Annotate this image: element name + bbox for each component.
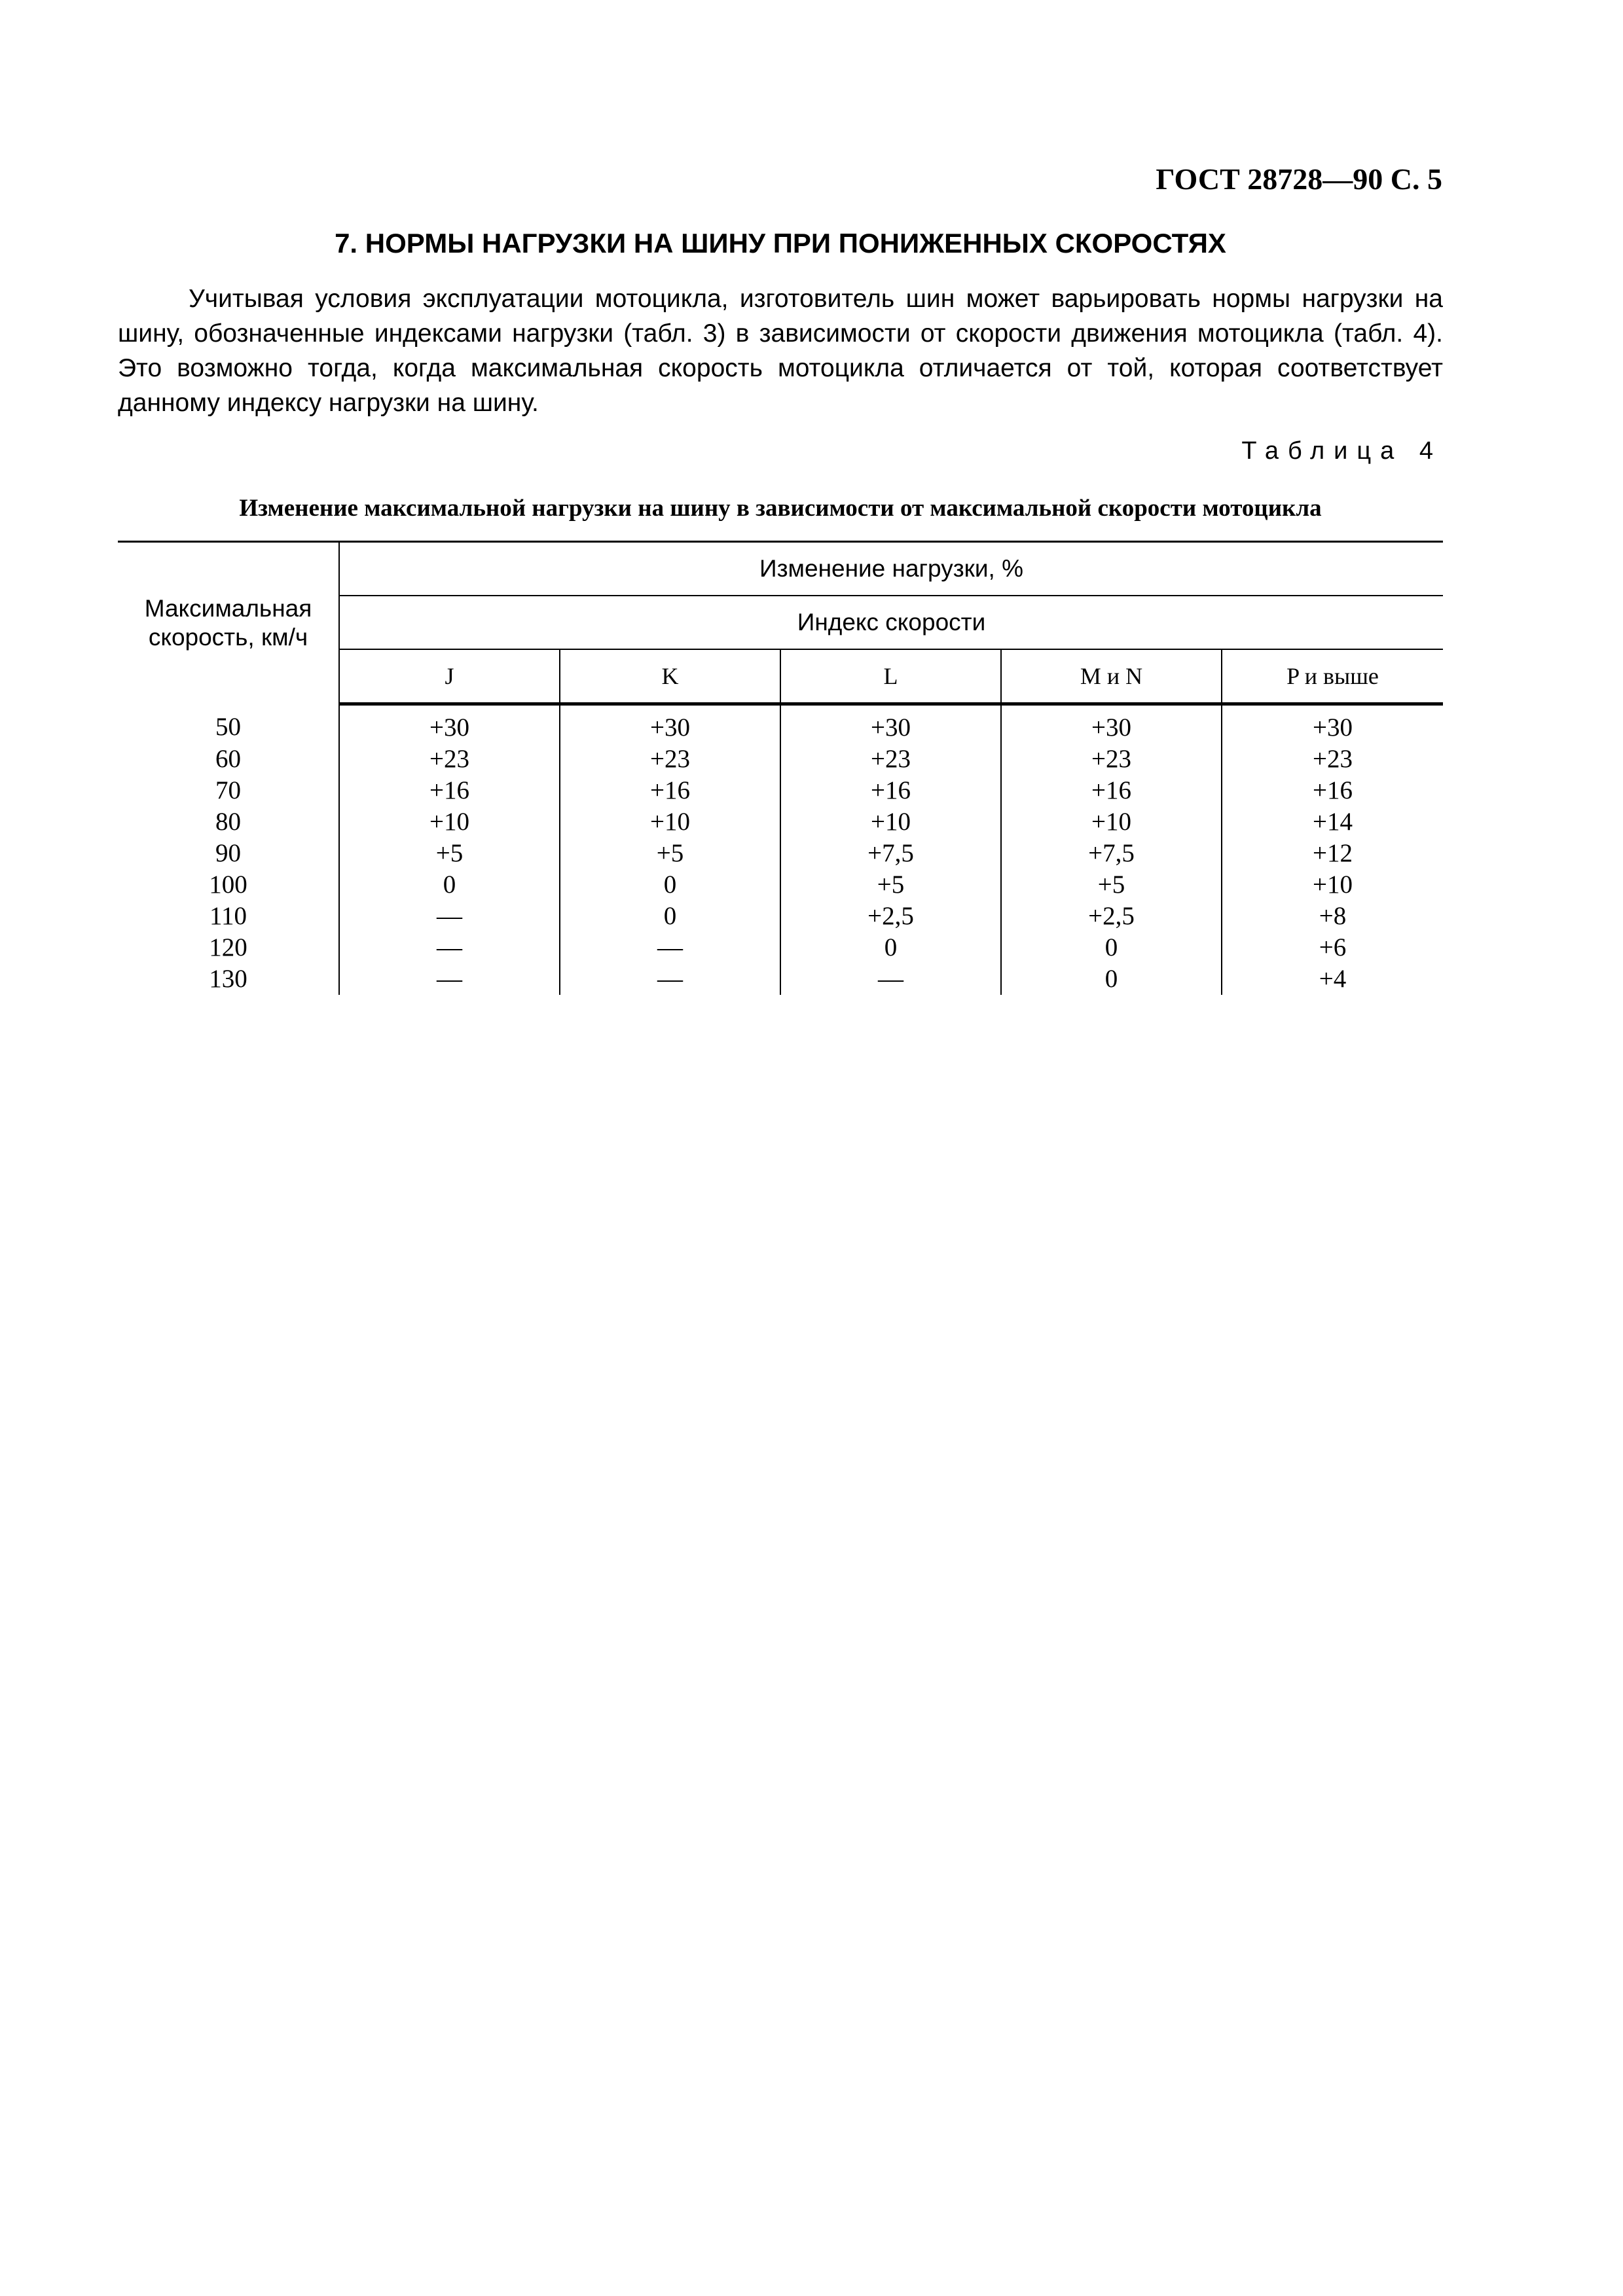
load-change-cell: +23 [560,744,780,775]
load-change-cell: +6 [1222,932,1443,963]
column-header: L [780,649,1001,704]
load-change-cell: +10 [1222,869,1443,901]
load-change-cell: +10 [560,806,780,838]
load-change-cell: +2,5 [780,901,1001,932]
page-header: ГОСТ 28728—90 С. 5 [1156,162,1442,196]
speed-cell: 80 [215,808,241,836]
load-change-cell: 0 [560,901,780,932]
load-change-cell: +10 [1001,806,1222,838]
speed-cell: 120 [209,933,247,961]
table-body [118,704,1443,996]
speed-index-header: Индекс скорости [339,596,1443,649]
speed-cell: 90 [215,839,241,867]
load-change-cell: +7,5 [780,838,1001,869]
body-paragraph: Учитывая условия эксплуатации мотоцикла, изготовитель шин может варьировать нормы нагрузки на шину, обозначенные индексами нагрузки (табл. 3) в зависимости от скорости движения мотоцикла (табл. 4). Это возможно тогда, когда максимальная скорость мотоцикла отличается от той, которая соответствует данному индексу нагрузки на шину. [118,285,1443,417]
load-change-cell: — [339,963,560,995]
load-change-cell: +4 [1222,963,1443,995]
load-change-cell: +7,5 [1001,838,1222,869]
load-change-cell: +16 [1222,775,1443,806]
table-row [118,704,1443,744]
load-change-cell: +16 [780,775,1001,806]
load-change-cell: +5 [339,838,560,869]
load-change-cell: — [339,901,560,932]
load-change-cell: +14 [1222,806,1443,838]
load-change-cell: +5 [780,869,1001,901]
load-change-cell: +30 [560,704,780,744]
speed-cell: 110 [209,902,247,930]
load-change-cell: +5 [1001,869,1222,901]
table-row [118,744,1443,775]
load-change-cell: +23 [780,744,1001,775]
column-header: K [560,649,780,704]
load-change-cell: — [560,963,780,995]
table-number: Таблица 4 [1241,437,1442,465]
table-row [118,869,1443,901]
load-change-cell: +30 [1222,704,1443,744]
load-change-cell: +2,5 [1001,901,1222,932]
load-change-cell: +23 [1001,744,1222,775]
load-change-cell: — [780,963,1001,995]
section-title: 7. НОРМЫ НАГРУЗКИ НА ШИНУ ПРИ ПОНИЖЕННЫХ СКОРОСТЯХ [335,228,1226,259]
table-caption: Изменение максимальной нагрузки на шину в зависимости от максимальной скорости мотоцикла [239,495,1322,522]
load-change-table [118,541,1443,995]
load-change-cell: +30 [780,704,1001,744]
load-change-cell: +23 [339,744,560,775]
load-change-cell: 0 [1001,932,1222,963]
load-change-cell: 0 [339,869,560,901]
load-change-cell: +10 [780,806,1001,838]
load-change-header: Изменение нагрузки, % [339,542,1443,596]
column-header: P и выше [1222,649,1443,704]
speed-cell: 100 [209,870,247,899]
table-row [118,775,1443,806]
load-change-cell: +30 [339,704,560,744]
speed-cell: 70 [215,776,241,804]
speed-cell: 130 [209,965,247,993]
load-change-cell: +16 [560,775,780,806]
load-change-cell: +12 [1222,838,1443,869]
load-change-cell: 0 [560,869,780,901]
load-change-cell: +16 [1001,775,1222,806]
load-change-cell: +8 [1222,901,1443,932]
load-change-cell: — [560,932,780,963]
speed-cell: 60 [215,745,241,773]
load-change-cell: +16 [339,775,560,806]
load-change-cell: +10 [339,806,560,838]
max-speed-header: Максимальная скорость, км/ч [118,542,339,704]
table-row [118,806,1443,838]
column-header: J [339,649,560,704]
load-change-cell: +30 [1001,704,1222,744]
load-change-cell: +5 [560,838,780,869]
load-change-cell: — [339,932,560,963]
load-change-cell: 0 [1001,963,1222,995]
table-row [118,963,1443,995]
load-change-cell: 0 [780,932,1001,963]
table-row [118,901,1443,932]
load-change-cell: +23 [1222,744,1443,775]
table-row [118,932,1443,963]
table-row [118,838,1443,869]
speed-cell: 50 [215,712,241,741]
column-header: M и N [1001,649,1222,704]
